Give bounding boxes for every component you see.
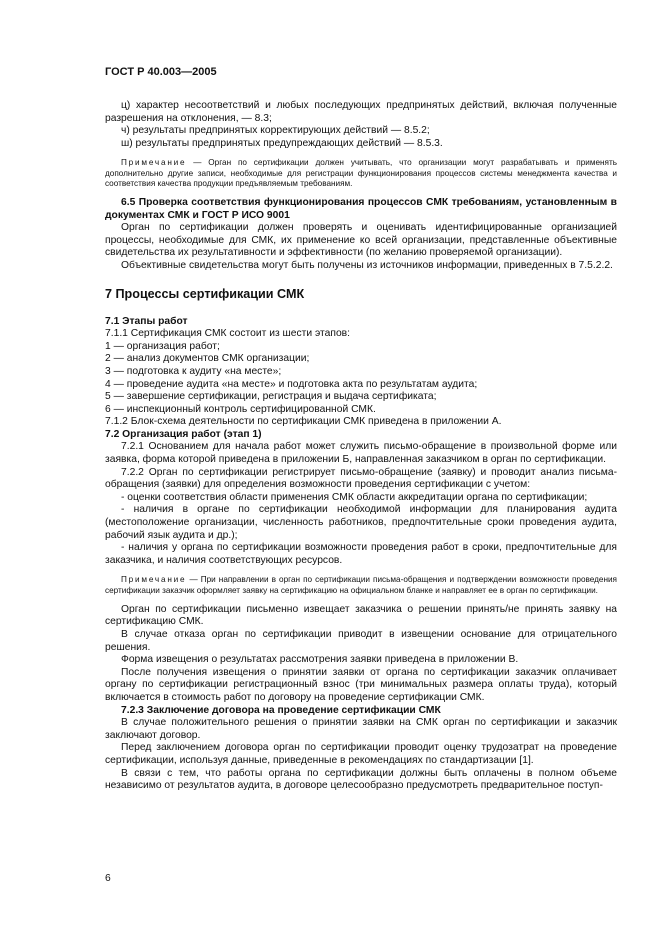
list-item: 3 — подготовка к аудиту «на месте»; [105, 365, 282, 377]
page-number: 6 [105, 873, 111, 884]
paragraph: Перед заключением договора орган по сертификации проводит оценку трудозатрат на проведение сертификации, используя данные, приведенные в рекомендациях по стандартизации [1]. [105, 742, 617, 766]
list-item: 6 — инспекционный контроль сертифицированной СМК. [105, 403, 376, 415]
list-item: 4 — проведение аудита «на месте» и подготовка акта по результатам аудита; [105, 378, 478, 390]
list-item: ч) результаты предпринятых корректирующих действий — 8.5.2; [121, 125, 430, 137]
paragraph: В случае положительного решения о принятии заявки на СМК орган по сертификации и заказчик заключают договор. [105, 717, 617, 741]
subsection-heading-7-2-3: 7.2.3 Заключение договора на проведение сертификации СМК [121, 704, 441, 716]
section-heading-6-5: 6.5 Проверка соответствия функционирования процессов СМК требованиям, установленным в документах СМК и ГОСТ Р ИСО 9001 [105, 196, 617, 221]
document-page [105, 66, 617, 793]
subsection-heading-7-2: 7.2 Организация работ (этап 1) [105, 428, 262, 440]
paragraph: Форма извещения о результатах рассмотрения заявки приведена в приложении В. [121, 654, 519, 666]
list-item: - наличия у органа по сертификации возможности проведения работ в сроки, предпочтительные для заказчика, и наличия соответствующих ресурсов. [105, 542, 617, 566]
paragraph: 7.2.2 Орган по сертификации регистрирует письмо-обращение (заявку) и проводит анализ письма-обращения (заявки) для определения возможности проведения сертификации с учетом: [105, 466, 617, 491]
note-label: Примечание [121, 575, 187, 585]
note-label: Примечание [121, 158, 187, 168]
list-item: 2 — анализ документов СМК организации; [105, 353, 310, 365]
list-item: 1 — организация работ; [105, 340, 220, 352]
document-header: ГОСТ Р 40.003—2005 [105, 66, 217, 78]
subsection-heading-7-1: 7.1 Этапы работ [105, 315, 188, 327]
paragraph: Орган по сертификации должен проверять и оценивать идентифицированные организацией процессы, необходимые для СМК, их применение ко всей организации, представленные объективные свидетельства их результативности и эффективности (по желанию проверяемой организации). [105, 222, 617, 259]
list-item: - наличия в органе по сертификации необходимой информации для планирования аудита (местоположение организации, численность работников, предпочтительные сроки проведения аудита, рабочий язык аудита и др.); [105, 504, 617, 541]
list-item: - оценки соответствия области применения СМК области аккредитации органа по сертификации; [121, 491, 588, 503]
note [105, 158, 617, 189]
list-item: ш) результаты предпринятых предупреждающих действий — 8.5.3. [121, 137, 443, 149]
note-text: — При направлении в орган по сертификации письма-обращения и подтверждении возможности проведения сертификации заказчик оформляет заявку на сертификацию на официальном бланке и направляет ее в орган по сертификации. [105, 575, 617, 595]
note-text: — Орган по сертификации должен учитывать, что организации могут разрабатывать и применять дополнительно другие записи, необходимые для регистрации функционирования процессов системы менеджмента качества и соответствия качества продукции предъявляемым требованиям. [105, 158, 617, 188]
list-item: 5 — завершение сертификации, регистрация и выдача сертификата; [105, 391, 437, 403]
note [105, 575, 617, 595]
list-item: ц) характер несоответствий и любых последующих предпринятых действий, включая полученные разрешения на отклонения, — 8.3; [105, 100, 617, 124]
section-title-7: 7 Процессы сертификации СМК [105, 286, 305, 301]
paragraph: Орган по сертификации письменно извещает заказчика о решении принять/не принять заявку на сертификацию СМК. [105, 603, 617, 628]
paragraph: В случае отказа орган по сертификации приводит в извещении основание для отрицательного решения. [105, 629, 617, 653]
paragraph: 7.1.1 Сертификация СМК состоит из шести этапов: [105, 328, 350, 340]
paragraph: После получения извещения о принятии заявки от органа по сертификации заказчик оплачивает органу по сертификации регистрационный взнос (три минимальных размера оплаты труда), который включается в стоимость работ по договору на проведение сертификации СМК. [105, 666, 617, 703]
paragraph: 7.2.1 Основанием для начала работ может служить письмо-обращение в произвольной форме или заявка, форма которой приведена в приложении Б, направленная заказчиком в орган по сертификации. [105, 441, 617, 466]
paragraph: 7.1.2 Блок-схема деятельности по сертификации СМК приведена в приложении А. [105, 416, 502, 428]
paragraph: Объективные свидетельства могут быть получены из источников информации, приведенных в 7.5.2.2. [121, 259, 613, 271]
paragraph: В связи с тем, что работы органа по сертификации должны быть оплачены в полном объеме независимо от результатов аудита, в договоре целесообразно предусмотреть предварительное поступ- [105, 767, 617, 792]
